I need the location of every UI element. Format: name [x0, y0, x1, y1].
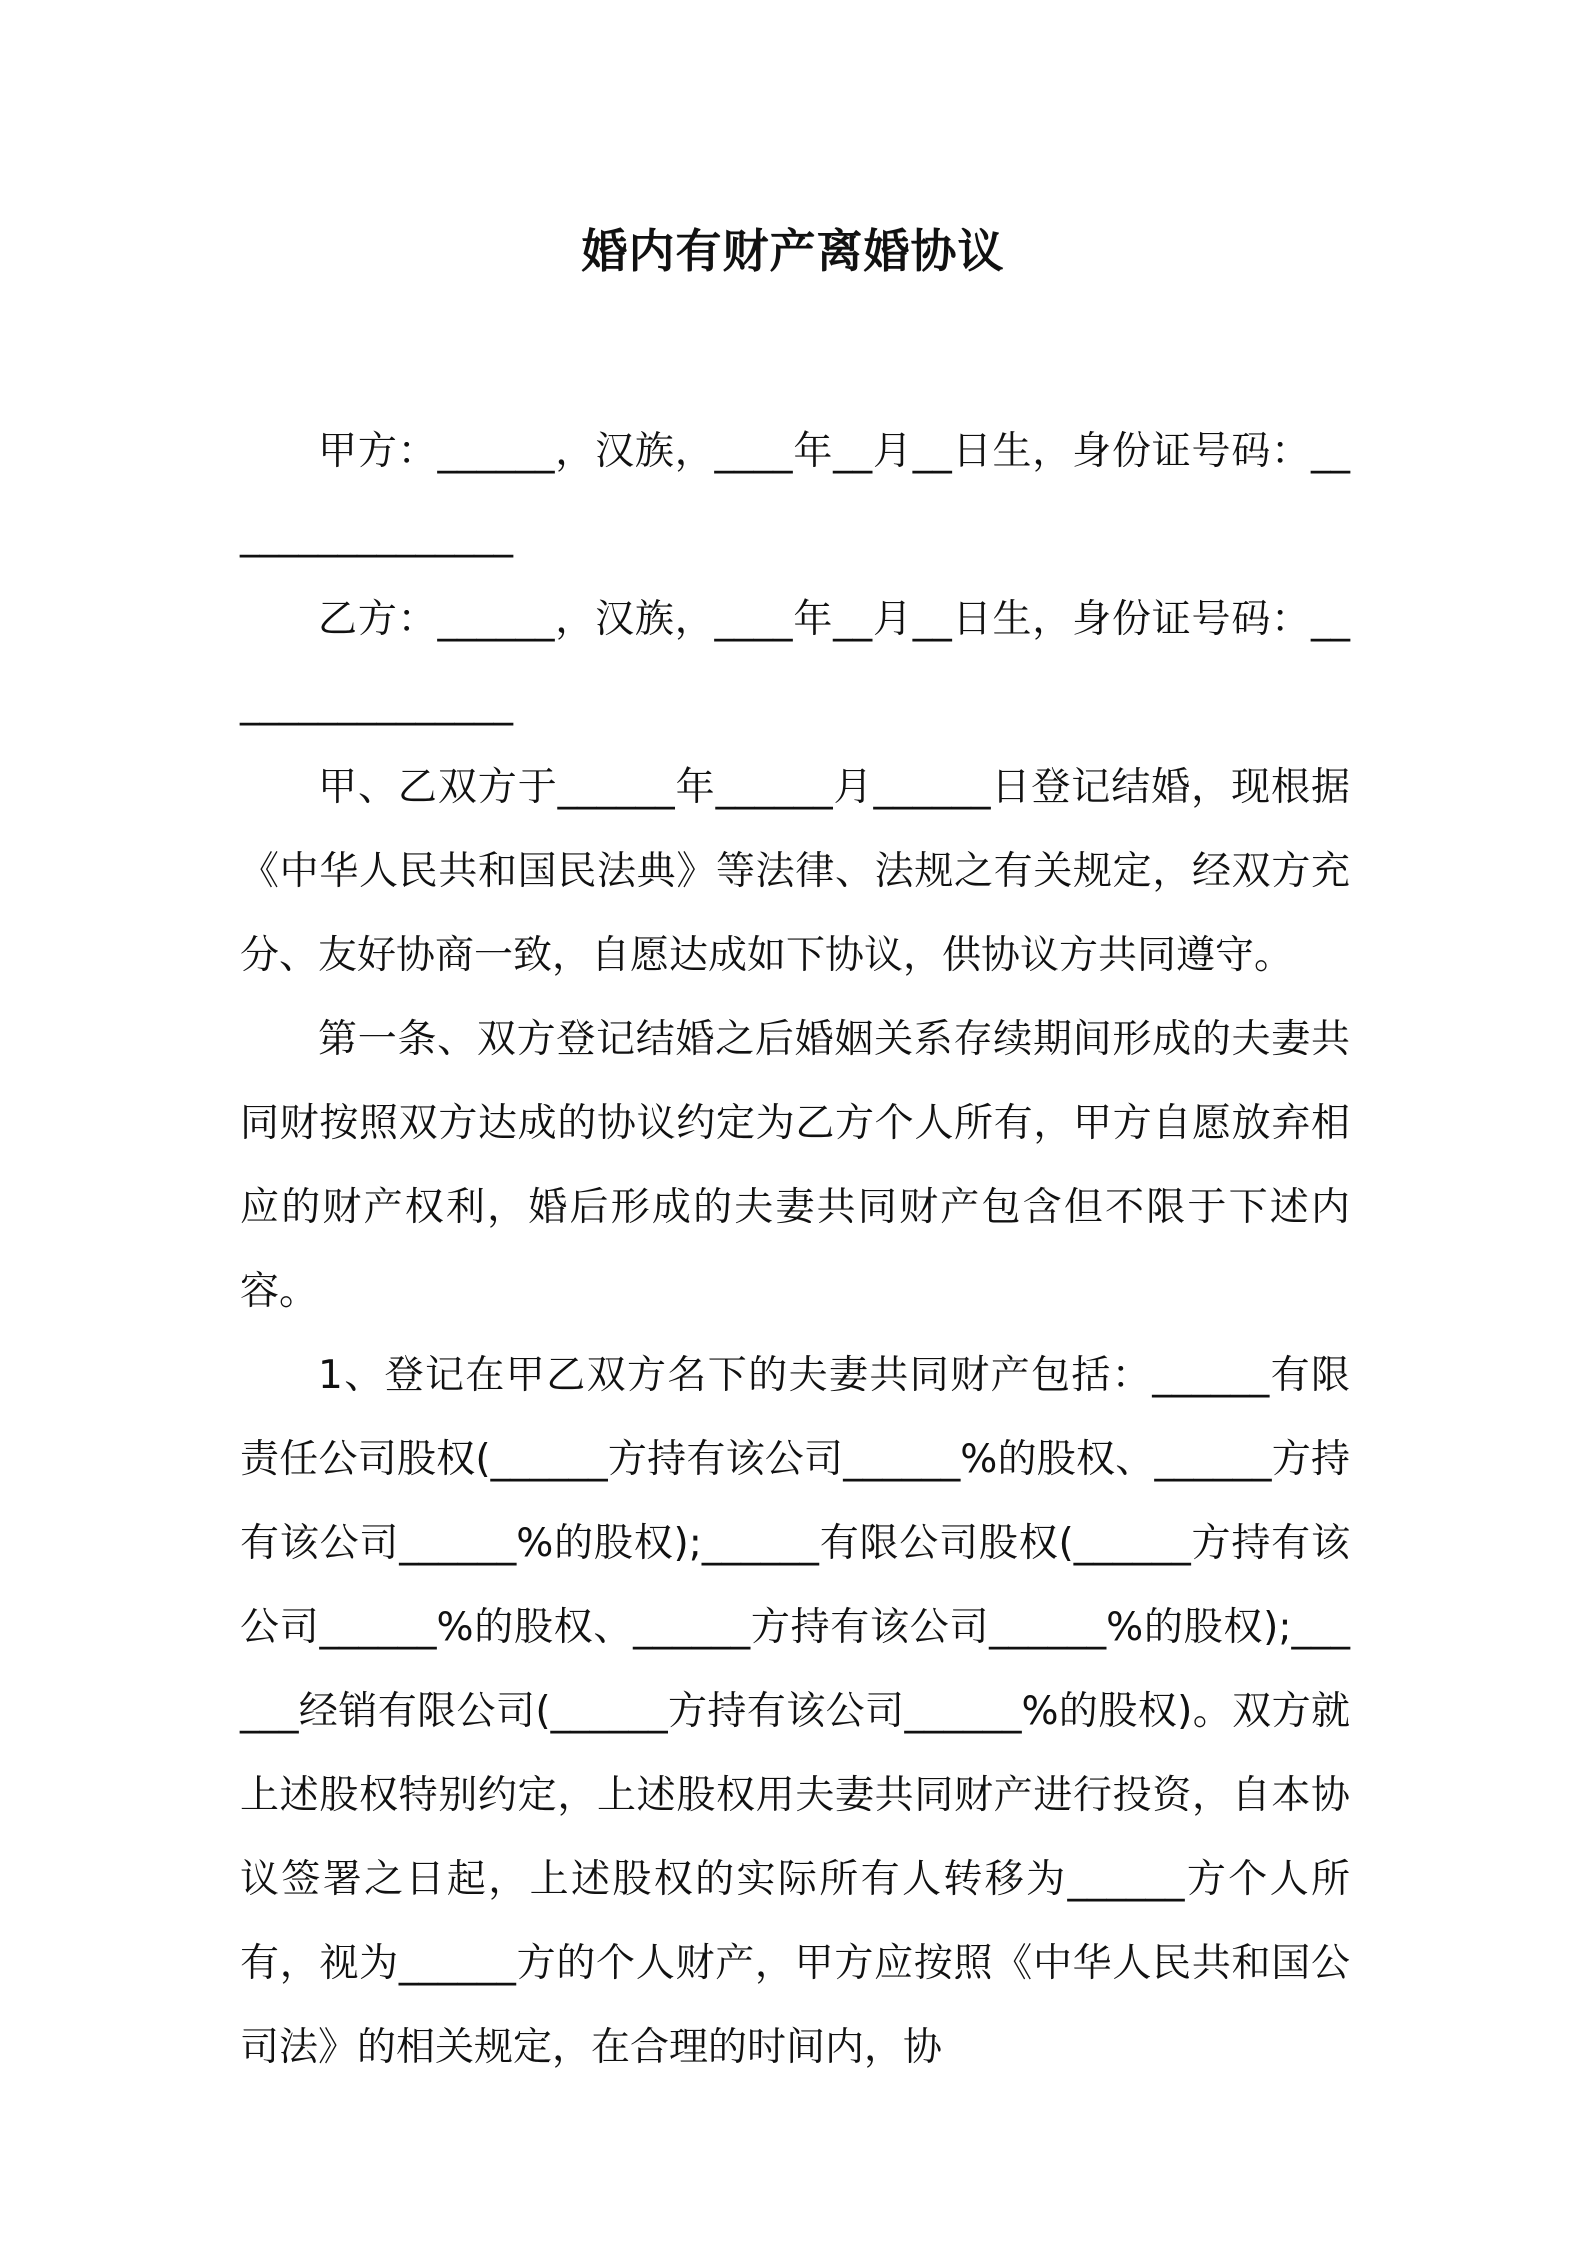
- party-a-paragraph: 甲方：______，汉族，____年__月__日生，身份证号码：________________: [240, 429, 1350, 558]
- document-body: [240, 410, 1350, 2090]
- clause-one-paragraph: 1、登记在甲乙双方名下的夫妻共同财产包括：______有限责任公司股权(______方持有该公司______%的股权、______方持有该公司______%的股权);______有限公司股权(______方持有该公司______%的股权、______方持有该公司______%的股权);______经销有限公司(______方持有该公司______%的股权)。双方就上述股权特别约定，上述股权用夫妻共同财产进行投资，自本协议签署之日起，上述股权的实际所有人转移为______方个人所有，视为______方的个人财产，甲方应按照《中华人民共和国公司法》的相关规定，在合理的时间内，协: [240, 1353, 1350, 2070]
- document-title: 婚内有财产离婚协议: [581, 224, 1005, 278]
- party-b-paragraph: 乙方：______，汉族，____年__月__日生，身份证号码：________________: [240, 597, 1350, 726]
- preamble-paragraph: 甲、乙双方于______年______月______日登记结婚，现根据《中华人民共和国民法典》等法律、法规之有关规定，经双方充分、友好协商一致，自愿达成如下协议，供协议方共同遵守。: [240, 765, 1350, 978]
- article-one-paragraph: 第一条、双方登记结婚之后婚姻关系存续期间形成的夫妻共同财按照双方达成的协议约定为乙方个人所有，甲方自愿放弃相应的财产权利，婚后形成的夫妻共同财产包含但不限于下述内容。: [240, 1017, 1350, 1314]
